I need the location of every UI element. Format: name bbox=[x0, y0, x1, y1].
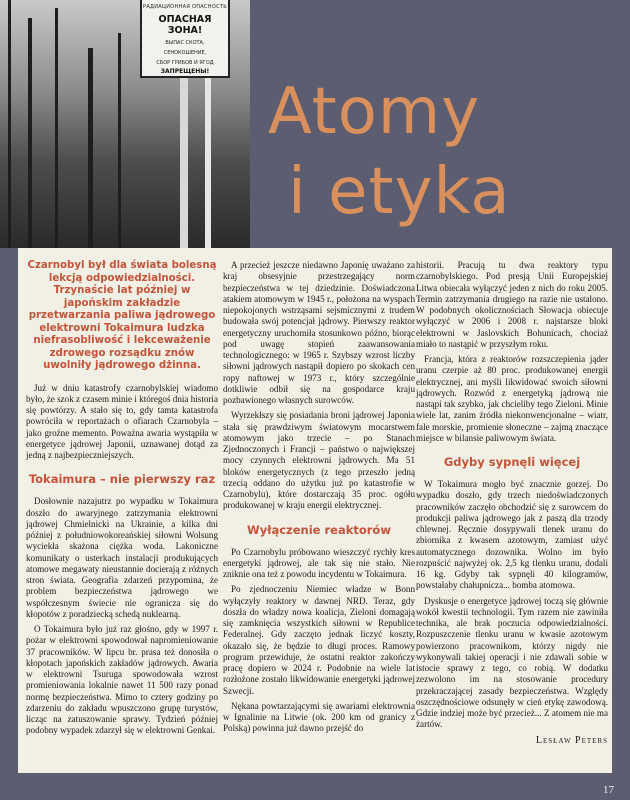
page-number: 17 bbox=[603, 784, 614, 796]
title-line-2: i etyka bbox=[288, 155, 511, 229]
article-body bbox=[18, 248, 612, 773]
paragraph: A przecież jeszcze niedawno Japonię uważano za kraj obsesyjnie przestrzegający norm bezpieczeństwa w tej dziedzinie. Doświadczona atakiem atomowym w 1945 r., położona na wyspach niepokojonych wstrząsami sejsmicznymi z trudem budowała swój potencjał jądrowy. Pierwszy reaktor energetyczny uruchomiła stosunkowo późno, biorąc pod uwagę stopień zaawansowania technologicznego: w 1965 r. Szybszy wzrost liczby siłowni jądrowych nastąpił dopiero po skokach cen ropy naftowej w 1973 r., który szczególnie dotkliwie odbił się na gospodarce kraju pozbawionego własnych surowców. bbox=[223, 260, 415, 405]
sign-sub-text-2: СЕНОКОШЕНИЕ, bbox=[163, 50, 207, 56]
article-title bbox=[268, 72, 511, 232]
article-photo bbox=[0, 0, 250, 248]
tree-trunk bbox=[88, 48, 93, 248]
paragraph: Francja, która z reaktorów rozszczepienia jąder uranu czerpie aż 80 proc. produkowanej energii elektrycznej, ani myśli likwidować swoich siłowni jądrowych. Rozwód z energetyką jądrową nie nastąpi tak szybko, jak chcieliby tego Zieloni. Minie wiele lat, zanim źródła niekonwencjonalne – wiatr, fale morskie, promienie słoneczne – zajmą znaczące miejsce w bilansie paliwowym świata. bbox=[416, 354, 608, 443]
paragraph: O Tokaimura było już raz głośno, gdy w 1997 r. pożar w elektrowni spowodował napromieniowanie 37 pracowników. W lipcu br. prasa też donosiła o kłopotach japońskich zakładów jądrowych. Awaria w elektrowni Tsuruga spowodowała wzrost promieniowania lokalnie nawet 11 500 razy ponad normę bezpieczeństwa. Mimo to cztery godziny po zdarzeniu do zakładu wpuszczono grupę turystów, licząc na zatuszowanie sprawy. Tydzień później podobny wypadek zdarzył się w elektrowni Genkai. bbox=[26, 624, 218, 736]
sign-bottom-text: ЗАПРЕЩЕНЫ! bbox=[160, 68, 210, 75]
lead-paragraph: Czarnobyl był dla świata bolesną lekcją odpowiedzialności. Trzynaście lat później w japońskim zakładzie przetwarzania paliwa jądrowego elektrowni Tokaimura ludzka niefrasobliwość i lekceważenie zdrowego rozsądku znów uwolniły jądrowego dżinna. bbox=[27, 260, 217, 371]
subheading-tokaimura: Tokaimura – nie pierwszy raz bbox=[28, 472, 216, 487]
paragraph: Wyrzekłszy się posiadania broni jądrowej Japonia stała się prawdziwym światowym mocarstwem atomowym jako trzecie – po Stanach Zjednoczonych i Francji – państwo o największej mocy czynnych elektrowni jądrowych. Ma 51 bloków energetycznych (z tego przeszło jedną trzecią oddano do użytku już po katastrofie w Czarnobylu), które dostarczają 35 proc. ogółu produkowanej w kraju energii elektrycznej. bbox=[223, 410, 415, 511]
column-1 bbox=[26, 260, 218, 741]
paragraph: Dosłownie nazajutrz po wypadku w Tokaimura doszło do awaryjnego zatrzymania elektrowni jądrowej Chmielnicki na Ukrainie, a kilka dni później z południowokoreańskiej siłowni Wolsung wyciekła skażona ciężka woda. Lakoniczne komunikaty o usterkach instalacji produkujących atomowe megawaty nieustannie docierają z różnych stron świata. Geografia zdarzeń przypomina, że problem bezpieczeństwa jądrowego we współczesnym świecie nie ogranicza się do kłopotów z poradziecką schedą nuklearną. bbox=[26, 496, 218, 619]
paragraph: Po zjednoczeniu Niemiec władze w Bonn wyłączyły reaktory w dawnej NRD. Teraz, gdy doszła do władzy nowa koalicja, Zieloni domagają się zamknięcia wszystkich siłowni w Republice Federalnej. Gdy zaczęto jednak liczyć koszty, okazało się, że będzie to długi proces. Ramowy program przewiduje, że ostatni reaktor zakończy pracę dopiero w 2024 r. Podobnie na wiele lat rozłożone zostało likwidowanie energetyki jądrowej Szwecji. bbox=[223, 584, 415, 696]
tree-trunk bbox=[8, 0, 11, 248]
author-byline: Lesław Peters bbox=[535, 734, 608, 746]
tree-trunk bbox=[28, 18, 32, 248]
article-lead bbox=[26, 260, 218, 373]
sign-sub-text-3: СБОР ГРИБОВ И ЯГОД bbox=[156, 60, 214, 66]
subheading-gdyby: Gdyby sypnęli więcej bbox=[443, 455, 581, 469]
paragraph: Nękana powtarzającymi się awariami elektrownia w Ignalinie na Litwie (ok. 200 km od granicy z Polską) powinna już dawno przejść do bbox=[223, 700, 415, 734]
sign-top-text: РАДИАЦИОННАЯ ОПАСНОСТЬ bbox=[143, 4, 227, 10]
sign-main-text: ОПАСНАЯ ЗОНА! bbox=[158, 14, 212, 36]
sign-post bbox=[180, 78, 188, 248]
tree-trunk bbox=[55, 8, 58, 248]
tree-trunk bbox=[118, 33, 121, 248]
paragraph: W Tokaimura mogło być znacznie gorzej. Do wypadku doszło, gdy trzech niedoświadczonych pracowników zaczęło obchodzić się z surowcem do produkcji paliwa jądrowego jak z paszą dla trzody chlewnej. Ręcznie dosypywali tlenek uranu do zbiornika z kwasem azotowym, zamiast użyć automatycznego dozownika. Wolno im było rozpuścić najwyżej ok. 2,5 kg tlenku uranu, dodali 16 kg. Gdyby tak sypnęli 40 kilogramów, powstałaby chałupnicza... bomba atomowa. bbox=[416, 479, 608, 591]
subheading-wylaczenie: Wyłączenie reaktorów bbox=[247, 522, 391, 537]
radiation-warning-sign bbox=[140, 0, 230, 78]
paragraph: Już w dniu katastrofy czarnobylskiej wiadomo było, że szok z czasem minie i któregoś dnia historia się powtórzy. A stało się to, gdy tamta katastrofa powróciła w reportażach o ofiarach Czarnobyla – jako groźne memento. Poważna awaria wystąpiła w energetyce jądrowej Japonii, uznawanej dotąd za jedną z najbezpieczniejszych. bbox=[26, 382, 218, 460]
title-line-1: Atomy bbox=[268, 75, 481, 149]
column-2 bbox=[223, 260, 415, 739]
paragraph: Po Czarnobylu próbowano wieszczyć rychły kres energetyki jądrowej, ale tak się nie stało. Nie zniknie ona też z powodu incydentu w Tokaimura. bbox=[223, 546, 415, 579]
paragraph: historii. Pracują tu dwa reaktory typu czarnobylskiego. Pod presją Unii Europejskiej Litwa obiecała wyłączyć jeden z nich do roku 2005. Termin zatrzymania drugiego na razie nie ustalono. W podobnych okolicznościach Słowacja obiecuje wyłączyć w 2006 i 2008 r. najstarsze bloki elektrowni w Jaslovskich Bohunicach, chociaż miało to nastąpić w przyszłym roku. bbox=[416, 260, 608, 349]
paragraph: Dyskusje o energetyce jądrowej toczą się głównie wokół kwestii technologii. Tym razem nie zawiniła technika, ale brak poczucia odpowiedzialności. Rozpuszczenie tlenku uranu w kwasie azotowym powierzono pracownikom, którzy nigdy nie wykonywali takiej operacji i nie zdawali sobie w istocie sprawy z tego, co robią. W dodatku zezwolono im na stosowanie procedury przekraczającej zasady bezpieczeństwa. Względy oszczędnościowe odsunęły w cień etykę zawodową. Gdzie indziej może być przecież... Z atomem nie ma żartów. bbox=[416, 595, 608, 730]
column-3 bbox=[416, 260, 608, 746]
sign-sub-text-1: ВЫПАС СКОТА, bbox=[165, 40, 205, 46]
